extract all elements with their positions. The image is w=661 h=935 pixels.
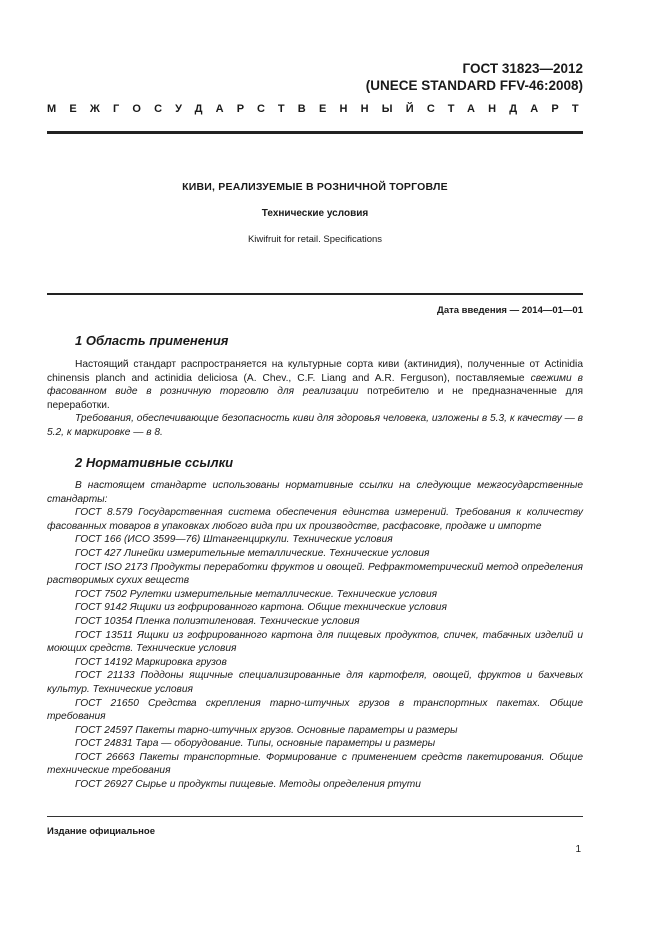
section-1-body: [47, 358, 583, 440]
reference-item: ГОСТ 24597 Пакеты тарно-штучных грузов. Основные параметры и размеры: [75, 724, 458, 736]
header-rule: [47, 131, 583, 134]
safety-paragraph: Требования, обеспечивающие безопасность киви для здоровья человека, изложены в 5.3, к качеству — в 5.2, к маркировке — в 8.: [47, 413, 583, 438]
reference-item: ГОСТ 7502 Рулетки измерительные металлические. Технические условия: [75, 588, 438, 600]
footer-rule: [47, 816, 583, 817]
official-edition: Издание официальное: [47, 826, 155, 837]
standard-word: СТАНДАРТ: [426, 103, 592, 115]
section-2-heading: 2 Нормативные ссылки: [75, 455, 234, 470]
reference-item: ГОСТ 21650 Средства скрепления тарно-штучных грузов в транспортных пакетах. Общие требования: [47, 697, 583, 723]
page-number: 1: [575, 844, 581, 855]
reference-item: ГОСТ 14192 Маркировка грузов: [75, 656, 227, 668]
reference-item: ГОСТ 9142 Ящики из гофрированного картона. Общие технические условия: [75, 602, 447, 614]
reference-item: ГОСТ 166 (ИСО 3599—76) Штангенциркули. Технические условия: [75, 534, 393, 546]
reference-item: ГОСТ 26927 Сырье и продукты пищевые. Методы определения ртути: [75, 779, 421, 791]
section-1-heading: 1 Область применения: [75, 333, 229, 348]
references-list: [47, 479, 583, 792]
reference-item: ГОСТ 21133 Поддоны ящичные специализированные для картофеля, овощей, фруктов и бахчевых культур. Технические условия: [47, 670, 583, 695]
reference-item: В настоящем стандарте использованы нормативные ссылки на следующие межгосударственные стандарты:: [47, 480, 583, 505]
reference-item: ГОСТ 427 Линейки измерительные металлические. Технические условия: [75, 547, 430, 559]
interstate-word: МЕЖГОСУДАРСТВЕННЫЙ: [47, 103, 427, 115]
standard-code: ГОСТ 31823—2012: [462, 61, 583, 76]
reference-item: ГОСТ 26663 Пакеты транспортные. Формирование с применением средств пакетирования. Общие технические требования: [47, 751, 583, 777]
reference-item: ГОСТ 8.579 Государственная система обеспечения единства измерений. Требования к количеству фасованных товаров в упаковках любого вида при их производстве, расфасовке, продаже и импорте: [47, 507, 583, 532]
document-title: КИВИ, РЕАЛИЗУЕМЫЕ В РОЗНИЧНОЙ ТОРГОВЛЕ: [182, 181, 448, 193]
title-rule: [47, 293, 583, 295]
scope-paragraph: Настоящий стандарт распространяется на культурные сорта киви (актинидия), полученные от Actinidia chinensis planch and actinidia deliciosa (A. Chev., C.F. Liang and A.R. Ferguson), поставляемые свежими в фасованном виде в розничную торговлю для реализации потребителю и не предназначенные для переработки.: [47, 359, 583, 411]
introduction-date: Дата введения — 2014—01—01: [437, 305, 583, 316]
reference-item: ГОСТ 10354 Пленка полиэтиленовая. Технические условия: [75, 615, 360, 627]
reference-item: ГОСТ 24831 Тара — оборудование. Типы, основные параметры и размеры: [75, 738, 436, 750]
unece-code: (UNECE STANDARD FFV-46:2008): [365, 78, 583, 93]
reference-item: ГОСТ ISO 2173 Продукты переработки фруктов и овощей. Рефрактометрический метод определения растворимых сухих веществ: [47, 561, 583, 587]
interstate-standard-banner: [47, 103, 592, 115]
reference-item: ГОСТ 13511 Ящики из гофрированного картона для пищевых продуктов, спичек, табачных изделий и моющих средств. Технические условия: [47, 629, 583, 655]
english-title: Kiwifruit for retail. Specifications: [247, 234, 383, 245]
document-subtitle: Технические условия: [261, 208, 369, 219]
